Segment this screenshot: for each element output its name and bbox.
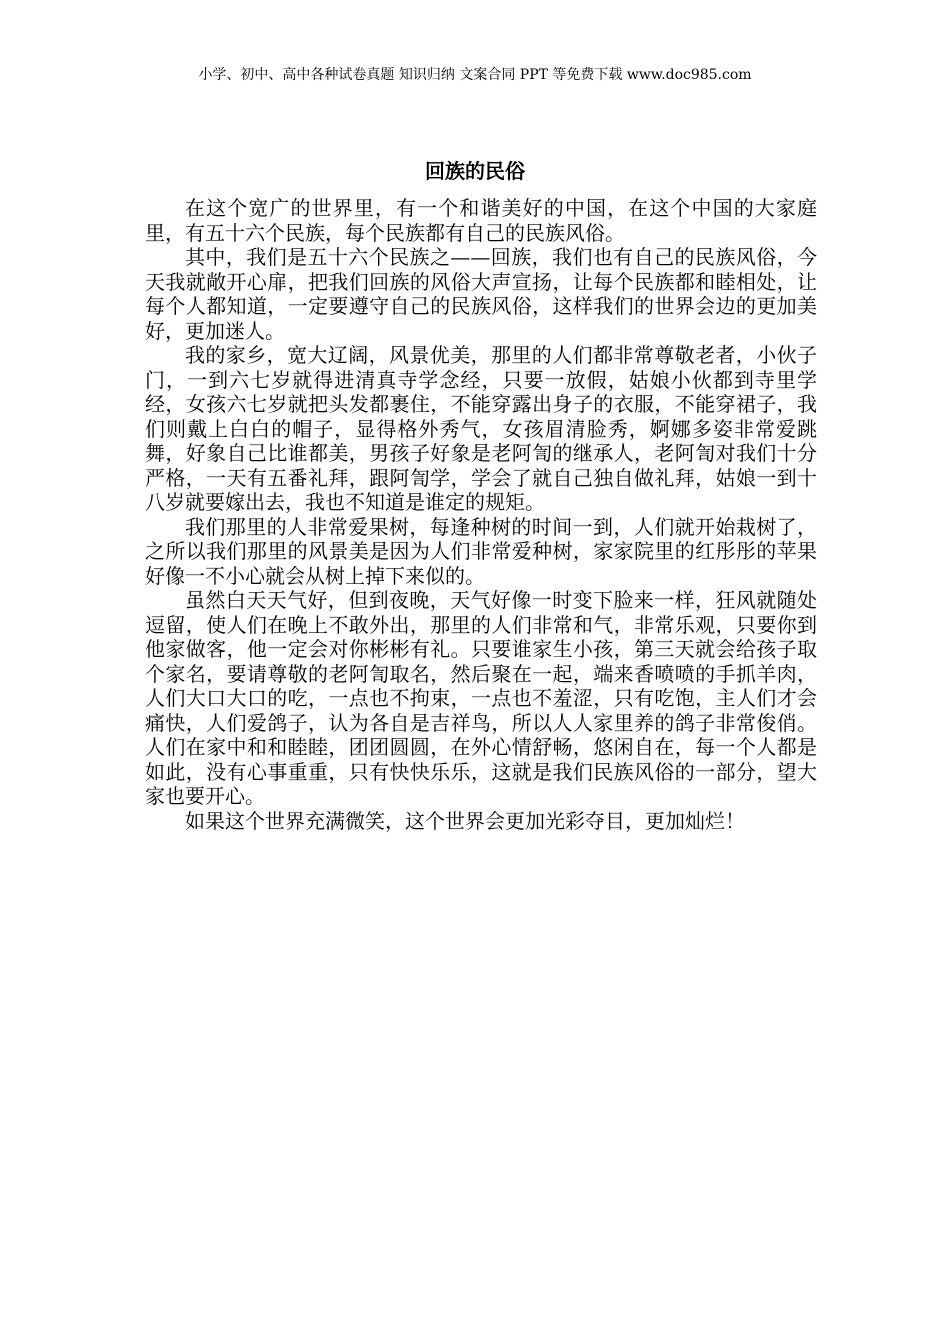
paragraph: 在这个宽广的世界里，有一个和谐美好的中国，在这个中国的大家庭里，有五十六个民族，每个民族都有自己的民族风俗。 [145, 196, 817, 245]
document-body [145, 196, 817, 833]
document-title: 回族的民俗 [425, 159, 525, 183]
page-header: 小学、初中、高中各种试卷真题 知识归纳 文案合同 PPT 等免费下载 www.doc985.com [198, 67, 752, 83]
paragraph: 如果这个世界充满微笑，这个世界会更加光彩夺目，更加灿烂！ [185, 808, 745, 833]
paragraph: 其中，我们是五十六个民族之——回族，我们也有自己的民族风俗，今天我就敞开心扉，把我们回族的风俗大声宣扬，让每个民族都和睦相处，让每个人都知道，一定要遵守自己的民族风俗，这样我们的世界会边的更加美好，更加迷人。 [145, 245, 817, 343]
paragraph: 我们那里的人非常爱果树，每逢种树的时间一到，人们就开始栽树了，之所以我们那里的风景美是因为人们非常爱种树，家家院里的红彤彤的苹果好像一不小心就会从树上掉下来似的。 [145, 514, 817, 588]
paragraph: 虽然白天天气好，但到夜晚，天气好像一时变下脸来一样，狂风就随处逗留，使人们在晚上不敢外出，那里的人们非常和气，非常乐观，只要你到他家做客，他一定会对你彬彬有礼。只要谁家生小孩，第三天就会给孩子取个家名，要请尊敬的老阿訇取名，然后聚在一起，端来香喷喷的手抓羊肉，人们大口大口的吃，一点也不拘束，一点也不羞涩，只有吃饱，主人们才会痛快，人们爱鸽子，认为各自是吉祥鸟，所以人人家里养的鸽子非常俊俏。人们在家中和和睦睦，团团圆圆，在外心情舒畅，悠闲自在，每一个人都是如此，没有心事重重，只有快快乐乐，这就是我们民族风俗的一部分，望大家也要开心。 [145, 588, 817, 808]
paragraph: 我的家乡，宽大辽阔，风景优美，那里的人们都非常尊敬老者，小伙子门，一到六七岁就得进清真寺学念经，只要一放假，姑娘小伙都到寺里学经，女孩六七岁就把头发都裹住，不能穿露出身子的衣服，不能穿裙子，我们则戴上白白的帽子，显得格外秀气，女孩眉清脸秀，婀娜多姿非常爱跳舞，好象自己比谁都美，男孩子好象是老阿訇的继承人，老阿訇对我们十分严格，一天有五番礼拜，跟阿訇学，学会了就自己独自做礼拜，姑娘一到十八岁就要嫁出去，我也不知道是谁定的规矩。 [145, 343, 817, 514]
